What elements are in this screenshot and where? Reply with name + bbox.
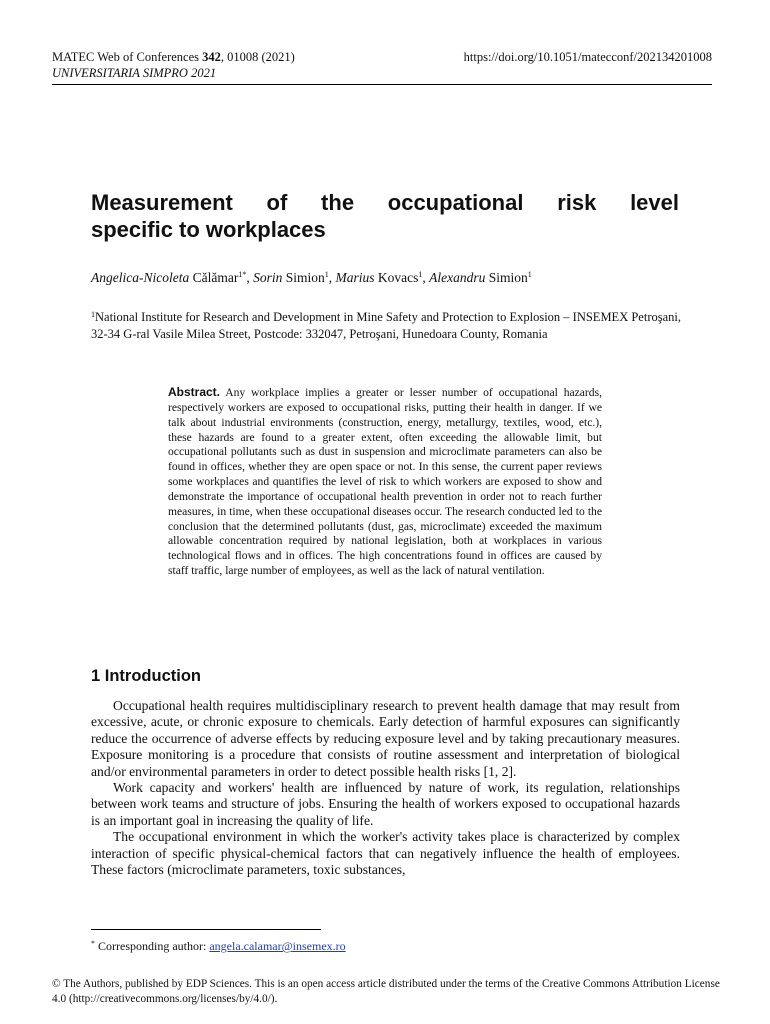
journal-citation — [52, 49, 295, 65]
footnote-divider — [91, 929, 321, 930]
paragraph: Work capacity and workers' health are influenced by nature of work, its regulation, relationships between work teams and structure of jobs. Ensuring the health of workers exposed to occupational hazards is an important goal in increasing the quality of life. — [91, 780, 680, 828]
journal-issue-year: , 01008 (2021) — [220, 50, 295, 64]
abstract-text: Any workplace implies a greater or lesser number of occupational hazards, respectively workers are exposed to occupational risks, putting their health in danger. If we talk about industrial environments (construction, energy, metallurgy, textiles, wood, etc.), these hazards are found to a greater extent, often exceeding the allowable limit, but occupational pollutants such as dust in suspension and microclimate parameters can also be found in offices, whether they are open space or not. In this sense, the current paper reviews some workplaces and quantifies the level of risk to which workers are exposed to show and demonstrate the importance of occupational health prevention in order not to reach further measures, in time, when these occupational diseases occur. The research conducted led to the conclusion that the determined pollutants (dust, gas, microclimate) exceeded the maximum allowable concentration required by national legislation, both at workplaces in various technological flows and in offices. The high concentrations found in offices are caused by staff traffic, large number of employees, as well as the lack of natural ventilation. — [168, 386, 602, 578]
section-heading: 1 Introduction — [91, 667, 201, 685]
title-line-1: Measurement of the occupational risk level — [91, 190, 679, 215]
abstract-label: Abstract. — [168, 385, 221, 399]
paragraph: The occupational environment in which the worker's activity takes place is characterized by complex interaction of specific physical-chemical factors that can negatively influence the health of employees. These factors (microclimate parameters, toxic substances, — [91, 829, 680, 878]
paper-title — [91, 189, 679, 243]
author-family-name: Simion — [488, 270, 528, 285]
section-body — [91, 698, 680, 878]
conference-series: UNIVERSITARIA SIMPRO 2021 — [52, 66, 217, 80]
author-family-name: Simion — [285, 270, 325, 285]
license-notice: © The Authors, published by EDP Sciences. This is an open access article distributed under the terms of the Creative Commons Attribution License 4.0 (http://creativecommons.org/licenses/by/4.0/). — [52, 978, 720, 1005]
author-affiliation-mark: 1 — [324, 270, 329, 279]
author-list: Angelica-Nicoleta Călămar$^{1*}$, Sorin Simion$^1$, Marius Kovacs$^1$, Alexandru Simion$^1$ — [91, 270, 532, 285]
author-given-name: Marius — [335, 270, 375, 285]
corresponding-email-link[interactable]: angela.calamar@insemex.ro — [209, 939, 346, 953]
footnote-label: Corresponding author: — [95, 939, 210, 953]
abstract — [168, 385, 602, 579]
author-given-name: Sorin — [253, 270, 283, 285]
author-given-name: Angelica-Nicoleta — [91, 270, 190, 285]
title-line-2: specific to workplaces — [91, 217, 326, 242]
affiliation-mark: 1 — [91, 310, 95, 319]
header-divider — [52, 84, 712, 85]
author-family-name: Călămar — [192, 270, 239, 285]
author-affiliation-mark: 1* — [238, 270, 247, 279]
affiliation-text: National Institute for Research and Development in Mine Safety and Protection to Explosion – INSEMEX Petroşani, 32-34 G-ral Vasile Milea Street, Postcode: 332047, Petroşani, Hunedoara County, Romania — [91, 310, 681, 341]
journal-volume: 342 — [202, 50, 221, 64]
journal-prefix: MATEC Web of Conferences — [52, 50, 203, 64]
author-given-name: Alexandru — [429, 270, 486, 285]
author-affiliation-mark: 1 — [418, 270, 423, 279]
footnote — [91, 936, 346, 954]
author-affiliation-mark: 1 — [527, 270, 532, 279]
running-header — [52, 49, 295, 81]
paragraph: Occupational health requires multidisciplinary research to prevent health damage that may result from excessive, acute, or chronic exposure to chemicals. Early detection of harmful exposures can significantly reduce the occurrence of adverse effects by reducing exposure level and by taking precautionary measures. Exposure monitoring is a procedure that consists of routine assessment and interpretation of biological and/or environmental parameters in order to detect possible health risks [1, 2]. — [91, 698, 680, 779]
doi-link[interactable]: https://doi.org/10.1051/matecconf/202134201008 — [463, 50, 712, 64]
affiliation — [91, 306, 681, 343]
author-family-name: Kovacs — [377, 270, 419, 285]
footnote-mark: * — [91, 939, 95, 948]
